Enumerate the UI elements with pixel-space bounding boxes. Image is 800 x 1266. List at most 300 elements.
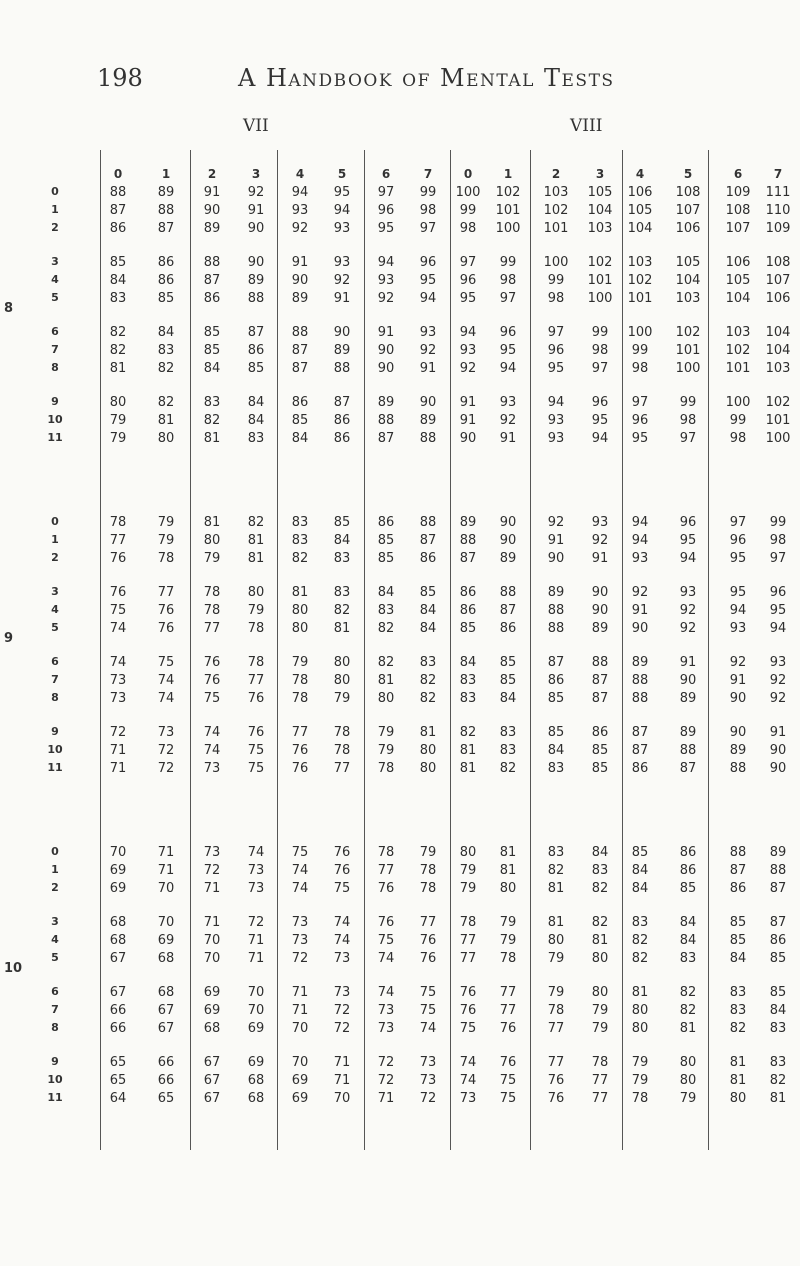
table-cell: 77 [157, 585, 175, 600]
table-cell: 84 [109, 273, 127, 288]
table-cell: 65 [157, 1091, 175, 1106]
table-cell: 87 [547, 655, 565, 670]
table-cell: 103 [765, 361, 791, 376]
table-cell: 82 [109, 325, 127, 340]
table-cell: 75 [419, 1003, 437, 1018]
table-cell: 99 [591, 325, 609, 340]
table-cell: 93 [769, 655, 787, 670]
table-cell: 80 [631, 1021, 649, 1036]
table-cell: 65 [109, 1055, 127, 1070]
table-cell: 87 [109, 203, 127, 218]
table-cell: 95 [547, 361, 565, 376]
table-cell: 83 [333, 551, 351, 566]
table-cell: 77 [291, 725, 309, 740]
table-cell: 78 [333, 725, 351, 740]
table-cell: 96 [769, 585, 787, 600]
table-cell: 89 [729, 743, 747, 758]
table-cell: 85 [769, 951, 787, 966]
table-cell: 90 [419, 395, 437, 410]
table-cell: 77 [499, 1003, 517, 1018]
table-cell: 98 [631, 361, 649, 376]
table-cell: 79 [591, 1003, 609, 1018]
table-cell: 111 [765, 185, 791, 200]
table-cell: 99 [547, 273, 565, 288]
table-cell: 102 [587, 255, 613, 270]
table-cell: 85 [591, 743, 609, 758]
table-cell: 80 [419, 743, 437, 758]
table-cell: 66 [157, 1055, 175, 1070]
table-cell: 83 [547, 761, 565, 776]
table-cell: 87 [157, 221, 175, 236]
table-cell: 70 [157, 881, 175, 896]
table-cell: 85 [591, 761, 609, 776]
table-cell: 84 [377, 585, 395, 600]
table-cell: 70 [247, 985, 265, 1000]
month-label: 7 [51, 673, 59, 686]
table-cell: 77 [109, 533, 127, 548]
table-cell: 67 [157, 1021, 175, 1036]
table-cell: 81 [377, 673, 395, 688]
table-cell: 75 [419, 985, 437, 1000]
table-cell: 71 [203, 915, 221, 930]
table-cell: 68 [157, 951, 175, 966]
table-cell: 83 [291, 515, 309, 530]
table-cell: 100 [725, 395, 751, 410]
table-cell: 76 [333, 845, 351, 860]
table-cell: 75 [109, 603, 127, 618]
table-cell: 104 [725, 291, 751, 306]
table-cell: 74 [157, 673, 175, 688]
table-cell: 92 [333, 273, 351, 288]
table-cell: 80 [591, 951, 609, 966]
table-cell: 80 [591, 985, 609, 1000]
table-cell: 92 [679, 603, 697, 618]
table-cell: 76 [291, 761, 309, 776]
table-cell: 81 [459, 761, 477, 776]
table-cell: 97 [499, 291, 517, 306]
table-cell: 73 [419, 1055, 437, 1070]
table-cell: 97 [729, 515, 747, 530]
table-cell: 75 [459, 1021, 477, 1036]
table-cell: 73 [419, 1073, 437, 1088]
table-cell: 88 [157, 203, 175, 218]
month-label: 10 [47, 1073, 63, 1086]
table-cell: 78 [247, 655, 265, 670]
table-cell: 72 [377, 1055, 395, 1070]
table-cell: 78 [247, 621, 265, 636]
table-cell: 104 [765, 325, 791, 340]
table-cell: 92 [419, 343, 437, 358]
table-cell: 68 [157, 985, 175, 1000]
table-cell: 87 [679, 761, 697, 776]
table-cell: 80 [547, 933, 565, 948]
table-cell: 78 [631, 1091, 649, 1106]
table-cell: 90 [591, 585, 609, 600]
table-cell: 78 [203, 603, 221, 618]
table-cell: 94 [419, 291, 437, 306]
table-cell: 87 [377, 431, 395, 446]
column-header: 4 [635, 167, 645, 181]
table-cell: 80 [419, 761, 437, 776]
table-cell: 73 [247, 863, 265, 878]
table-cell: 69 [247, 1055, 265, 1070]
table-cell: 79 [459, 863, 477, 878]
month-label: 10 [47, 743, 63, 756]
table-cell: 81 [729, 1055, 747, 1070]
table-cell: 91 [729, 673, 747, 688]
table-cell: 92 [377, 291, 395, 306]
table-cell: 82 [591, 881, 609, 896]
table-cell: 89 [499, 551, 517, 566]
table-cell: 92 [247, 185, 265, 200]
table-cell: 84 [769, 1003, 787, 1018]
month-label: 4 [51, 603, 59, 616]
table-cell: 103 [725, 325, 751, 340]
table-cell: 109 [765, 221, 791, 236]
table-cell: 87 [631, 743, 649, 758]
table-cell: 69 [203, 985, 221, 1000]
table-cell: 79 [631, 1073, 649, 1088]
table-cell: 81 [203, 431, 221, 446]
table-cell: 85 [203, 343, 221, 358]
table-cell: 76 [203, 655, 221, 670]
table-cell: 79 [203, 551, 221, 566]
table-cell: 96 [499, 325, 517, 340]
table-cell: 82 [499, 761, 517, 776]
table-cell: 86 [333, 431, 351, 446]
table-cell: 72 [333, 1021, 351, 1036]
table-cell: 76 [377, 915, 395, 930]
table-cell: 86 [157, 255, 175, 270]
table-cell: 67 [109, 985, 127, 1000]
table-cell: 92 [591, 533, 609, 548]
table-cell: 76 [247, 691, 265, 706]
table-cell: 71 [109, 743, 127, 758]
table-cell: 79 [377, 725, 395, 740]
table-cell: 92 [769, 691, 787, 706]
table-cell: 76 [459, 985, 477, 1000]
table-cell: 83 [333, 585, 351, 600]
table-cell: 85 [729, 915, 747, 930]
table-cell: 86 [459, 603, 477, 618]
table-cell: 69 [247, 1021, 265, 1036]
table-cell: 107 [765, 273, 791, 288]
table-cell: 85 [419, 585, 437, 600]
table-cell: 89 [291, 291, 309, 306]
table-cell: 73 [157, 725, 175, 740]
table-cell: 110 [765, 203, 791, 218]
book-title: A Handbook of Mental Tests [238, 64, 615, 92]
table-cell: 98 [679, 413, 697, 428]
table-cell: 89 [769, 845, 787, 860]
table-cell: 102 [765, 395, 791, 410]
month-label: 5 [51, 291, 59, 304]
table-cell: 91 [377, 325, 395, 340]
table-cell: 106 [725, 255, 751, 270]
table-cell: 103 [543, 185, 569, 200]
table-cell: 93 [679, 585, 697, 600]
table-cell: 91 [591, 551, 609, 566]
table-cell: 90 [459, 431, 477, 446]
table-cell: 88 [769, 863, 787, 878]
table-cell: 88 [729, 761, 747, 776]
table-cell: 74 [291, 881, 309, 896]
table-cell: 88 [499, 585, 517, 600]
table-cell: 96 [459, 273, 477, 288]
table-cell: 98 [769, 533, 787, 548]
column-header: 1 [161, 167, 171, 181]
table-cell: 83 [459, 673, 477, 688]
table-cell: 85 [109, 255, 127, 270]
table-cell: 88 [631, 673, 649, 688]
table-cell: 100 [495, 221, 521, 236]
table-cell: 74 [377, 951, 395, 966]
table-cell: 76 [109, 585, 127, 600]
month-label: 7 [51, 1003, 59, 1016]
table-cell: 79 [157, 515, 175, 530]
table-cell: 82 [631, 951, 649, 966]
table-cell: 90 [631, 621, 649, 636]
table-cell: 81 [499, 845, 517, 860]
table-cell: 108 [675, 185, 701, 200]
table-cell: 95 [419, 273, 437, 288]
table-cell: 82 [679, 985, 697, 1000]
table-cell: 91 [333, 291, 351, 306]
month-label: 1 [51, 533, 59, 546]
table-cell: 85 [679, 881, 697, 896]
table-cell: 73 [459, 1091, 477, 1106]
table-cell: 76 [547, 1091, 565, 1106]
table-cell: 97 [591, 361, 609, 376]
table-cell: 86 [157, 273, 175, 288]
table-cell: 77 [419, 915, 437, 930]
month-label: 11 [47, 1091, 63, 1104]
table-cell: 79 [247, 603, 265, 618]
table-cell: 82 [377, 655, 395, 670]
table-cell: 88 [591, 655, 609, 670]
table-cell: 82 [769, 1073, 787, 1088]
month-label: 2 [51, 221, 59, 234]
table-cell: 89 [247, 273, 265, 288]
table-cell: 80 [203, 533, 221, 548]
month-label: 5 [51, 621, 59, 634]
table-cell: 106 [765, 291, 791, 306]
table-cell: 68 [109, 933, 127, 948]
table-cell: 87 [291, 343, 309, 358]
column-header: 1 [503, 167, 513, 181]
table-cell: 94 [631, 515, 649, 530]
table-cell: 87 [203, 273, 221, 288]
table-cell: 84 [419, 603, 437, 618]
table-cell: 89 [157, 185, 175, 200]
month-label: 7 [51, 343, 59, 356]
table-cell: 86 [729, 881, 747, 896]
table-cell: 89 [419, 413, 437, 428]
table-cell: 102 [495, 185, 521, 200]
table-cell: 91 [499, 431, 517, 446]
table-cell: 82 [377, 621, 395, 636]
table-cell: 79 [499, 915, 517, 930]
table-cell: 72 [203, 863, 221, 878]
table-cell: 77 [333, 761, 351, 776]
table-cell: 88 [109, 185, 127, 200]
table-cell: 81 [291, 585, 309, 600]
month-label: 4 [51, 933, 59, 946]
table-cell: 87 [333, 395, 351, 410]
table-cell: 81 [679, 1021, 697, 1036]
table-cell: 88 [247, 291, 265, 306]
table-cell: 101 [765, 413, 791, 428]
table-cell: 80 [291, 603, 309, 618]
column-divider [708, 150, 709, 1150]
table-cell: 82 [679, 1003, 697, 1018]
table-cell: 104 [675, 273, 701, 288]
table-cell: 93 [499, 395, 517, 410]
month-label: 2 [51, 881, 59, 894]
table-cell: 106 [627, 185, 653, 200]
table-cell: 76 [333, 863, 351, 878]
table-cell: 89 [333, 343, 351, 358]
table-cell: 72 [333, 1003, 351, 1018]
table-cell: 74 [291, 863, 309, 878]
table-cell: 75 [247, 761, 265, 776]
table-cell: 77 [499, 985, 517, 1000]
table-cell: 82 [591, 915, 609, 930]
table-cell: 108 [765, 255, 791, 270]
table-cell: 91 [631, 603, 649, 618]
month-label: 5 [51, 951, 59, 964]
table-cell: 79 [679, 1091, 697, 1106]
table-cell: 89 [631, 655, 649, 670]
table-cell: 94 [499, 361, 517, 376]
table-cell: 86 [769, 933, 787, 948]
table-cell: 94 [679, 551, 697, 566]
table-cell: 89 [377, 395, 395, 410]
table-cell: 97 [377, 185, 395, 200]
table-cell: 101 [543, 221, 569, 236]
month-label: 3 [51, 255, 59, 268]
table-cell: 95 [591, 413, 609, 428]
column-header: 5 [683, 167, 693, 181]
table-cell: 96 [729, 533, 747, 548]
table-cell: 79 [377, 743, 395, 758]
table-cell: 100 [675, 361, 701, 376]
table-cell: 74 [203, 743, 221, 758]
table-cell: 86 [679, 863, 697, 878]
table-cell: 84 [499, 691, 517, 706]
table-cell: 73 [291, 933, 309, 948]
table-cell: 79 [291, 655, 309, 670]
table-cell: 82 [547, 863, 565, 878]
column-header: 5 [337, 167, 347, 181]
table-cell: 70 [109, 845, 127, 860]
table-cell: 95 [679, 533, 697, 548]
table-cell: 96 [419, 255, 437, 270]
table-cell: 86 [631, 761, 649, 776]
table-cell: 72 [157, 761, 175, 776]
table-cell: 97 [547, 325, 565, 340]
table-cell: 66 [157, 1073, 175, 1088]
month-label: 6 [51, 655, 59, 668]
table-cell: 89 [459, 515, 477, 530]
table-cell: 77 [247, 673, 265, 688]
table-cell: 83 [203, 395, 221, 410]
table-cell: 79 [333, 691, 351, 706]
month-label: 1 [51, 203, 59, 216]
table-cell: 85 [547, 691, 565, 706]
table-cell: 94 [377, 255, 395, 270]
table-cell: 73 [247, 881, 265, 896]
table-cell: 80 [729, 1091, 747, 1106]
table-cell: 76 [109, 551, 127, 566]
table-cell: 75 [247, 743, 265, 758]
table-cell: 85 [499, 655, 517, 670]
table-cell: 94 [631, 533, 649, 548]
column-header: 3 [251, 167, 261, 181]
table-cell: 90 [247, 255, 265, 270]
table-cell: 67 [203, 1091, 221, 1106]
table-cell: 71 [333, 1055, 351, 1070]
table-cell: 84 [291, 431, 309, 446]
table-cell: 72 [157, 743, 175, 758]
table-cell: 99 [499, 255, 517, 270]
table-cell: 90 [377, 343, 395, 358]
table-cell: 98 [547, 291, 565, 306]
table-cell: 92 [459, 361, 477, 376]
table-cell: 95 [459, 291, 477, 306]
table-cell: 80 [109, 395, 127, 410]
table-cell: 69 [203, 1003, 221, 1018]
table-cell: 83 [109, 291, 127, 306]
month-label: 8 [51, 1021, 59, 1034]
table-cell: 84 [459, 655, 477, 670]
table-cell: 84 [419, 621, 437, 636]
table-cell: 96 [591, 395, 609, 410]
table-cell: 102 [725, 343, 751, 358]
column-header: 3 [595, 167, 605, 181]
table-cell: 88 [377, 413, 395, 428]
table-cell: 87 [769, 915, 787, 930]
table-cell: 87 [591, 691, 609, 706]
table-cell: 83 [499, 725, 517, 740]
table-cell: 79 [109, 413, 127, 428]
table-cell: 78 [419, 881, 437, 896]
table-cell: 94 [729, 603, 747, 618]
table-cell: 88 [419, 431, 437, 446]
table-cell: 95 [729, 585, 747, 600]
table-cell: 97 [459, 255, 477, 270]
table-cell: 74 [459, 1073, 477, 1088]
table-cell: 74 [333, 933, 351, 948]
table-cell: 93 [333, 221, 351, 236]
column-header: 6 [381, 167, 391, 181]
table-cell: 93 [547, 413, 565, 428]
table-cell: 70 [247, 1003, 265, 1018]
table-cell: 91 [291, 255, 309, 270]
table-cell: 84 [247, 413, 265, 428]
table-cell: 86 [591, 725, 609, 740]
month-label: 3 [51, 585, 59, 598]
table-cell: 74 [377, 985, 395, 1000]
table-cell: 86 [419, 551, 437, 566]
table-cell: 80 [333, 655, 351, 670]
table-cell: 99 [419, 185, 437, 200]
table-cell: 80 [377, 691, 395, 706]
table-cell: 95 [377, 221, 395, 236]
table-cell: 98 [591, 343, 609, 358]
table-cell: 80 [291, 621, 309, 636]
table-cell: 83 [459, 691, 477, 706]
